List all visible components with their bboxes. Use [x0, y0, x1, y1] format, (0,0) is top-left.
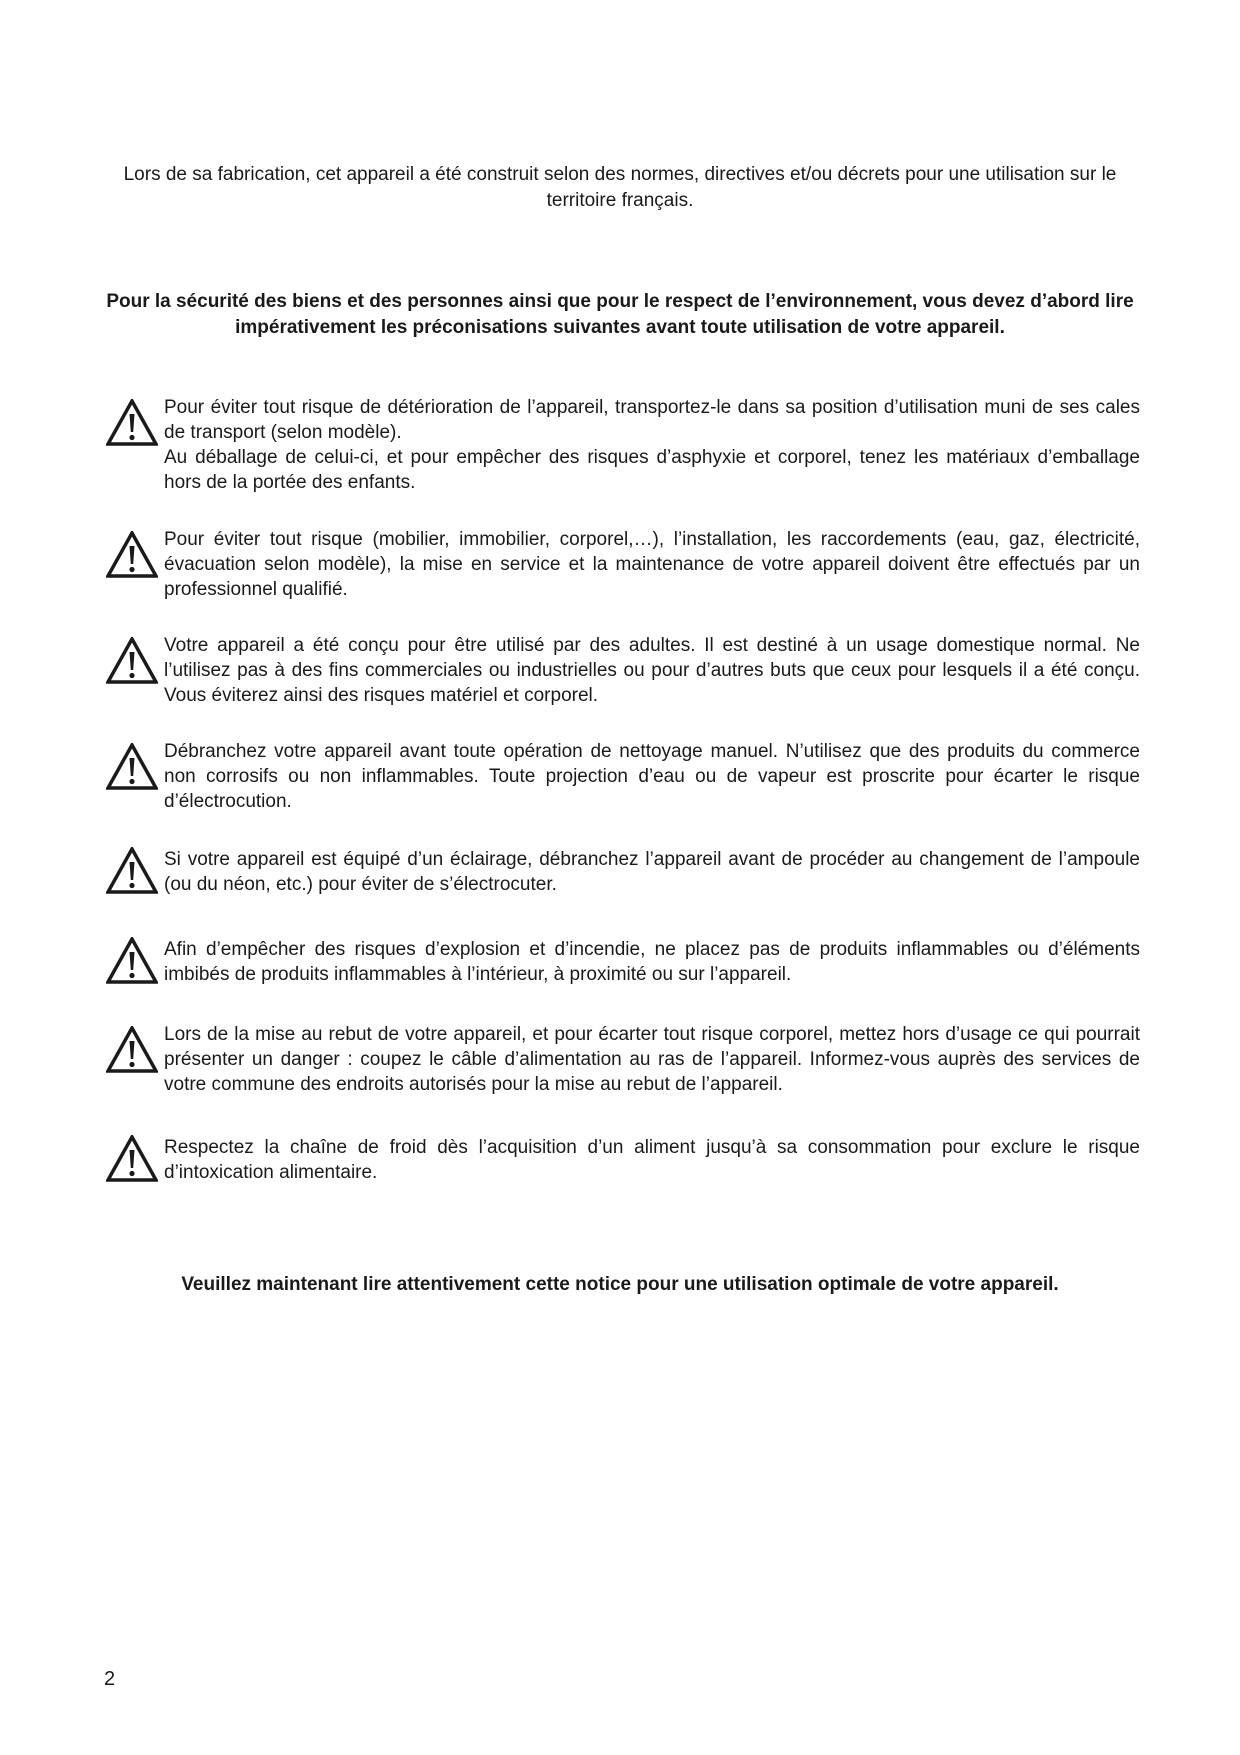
warning-text [164, 527, 1140, 602]
warning-triangle-icon [106, 847, 158, 894]
warning-paragraph: Respectez la chaîne de froid dès l’acquisition d’un aliment jusqu’à sa consommation pour exclure le risque d’intoxication alimentaire. [164, 1137, 1140, 1183]
warning-triangle-icon [106, 937, 158, 984]
closing-notice: Veuillez maintenant lire attentivement cette notice pour une utilisation optimale de votre appareil. [181, 1274, 1059, 1295]
warning-text [164, 1022, 1140, 1097]
warning-paragraph: Afin d’empêcher des risques d’explosion et d’incendie, ne placez pas de produits inflammables ou d’éléments imbibés de produits inflammables à l’intérieur, à proximité ou sur l’appareil. [164, 939, 1140, 985]
warning-paragraph: Si votre appareil est équipé d’un éclairage, débranchez l’appareil avant de procéder au changement de l’ampoule (ou du néon, etc.) pour éviter de s’électrocuter. [164, 849, 1140, 895]
warning-paragraph: Débranchez votre appareil avant toute opération de nettoyage manuel. N’utilisez que des produits du commerce non corrosifs ou non inflammables. Toute projection d’eau ou de vapeur est proscrite pour écarter le risque d’électrocution. [164, 741, 1140, 812]
page-number: 2 [104, 1668, 116, 1690]
warning-text [164, 847, 1140, 897]
warning-paragraph: Pour éviter tout risque (mobilier, immobilier, corporel,…), l’installation, les raccordements (eau, gaz, électricité, évacuation selon modèle), la mise en service et la maintenance de votre appareil doivent être effectués par un professionnel qualifié. [164, 529, 1140, 600]
warning-paragraph: Pour éviter tout risque de détérioration de l’appareil, transportez-le dans sa position d’utilisation muni de ses cales de transport (selon modèle). [164, 397, 1140, 443]
warning-triangle-icon [106, 1135, 158, 1182]
warning-triangle-icon [106, 531, 158, 578]
intro-paragraph: Lors de sa fabrication, cet appareil a été construit selon des normes, directives et/ou décrets pour une utilisation sur le territoire français. [123, 164, 1117, 211]
warning-triangle-icon [106, 399, 158, 446]
warning-triangle-icon [106, 1026, 158, 1073]
warning-text [164, 937, 1140, 987]
warning-paragraph: Au déballage de celui-ci, et pour empêcher des risques d’asphyxie et corporel, tenez les matériaux d’emballage hors de la portée des enfants. [164, 447, 1140, 493]
warning-text [164, 395, 1140, 495]
warning-text [164, 739, 1140, 814]
warning-paragraph: Votre appareil a été conçu pour être utilisé par des adultes. Il est destiné à un usage domestique normal. Ne l’utilisez pas à des fins commerciales ou industrielles ou pour d’autres buts que ceux pour lesquels il a été conçu. Vous éviterez ainsi des risques matériel et corporel. [164, 635, 1140, 706]
warning-text [164, 1135, 1140, 1185]
warning-triangle-icon [106, 637, 158, 684]
warning-text [164, 633, 1140, 708]
warning-triangle-icon [106, 743, 158, 790]
warning-paragraph: Lors de la mise au rebut de votre appareil, et pour écarter tout risque corporel, mettez hors d’usage ce qui pourrait présenter un danger : coupez le câble d’alimentation au ras de l’appareil. Informez-vous auprès des services de votre commune des endroits autorisés pour la mise au rebut de l’appareil. [164, 1024, 1140, 1095]
safety-notice: Pour la sécurité des biens et des personnes ainsi que pour le respect de l’environnement, vous devez d’abord lire impérativement les préconisations suivantes avant toute utilisation de votre appareil. [106, 291, 1134, 338]
